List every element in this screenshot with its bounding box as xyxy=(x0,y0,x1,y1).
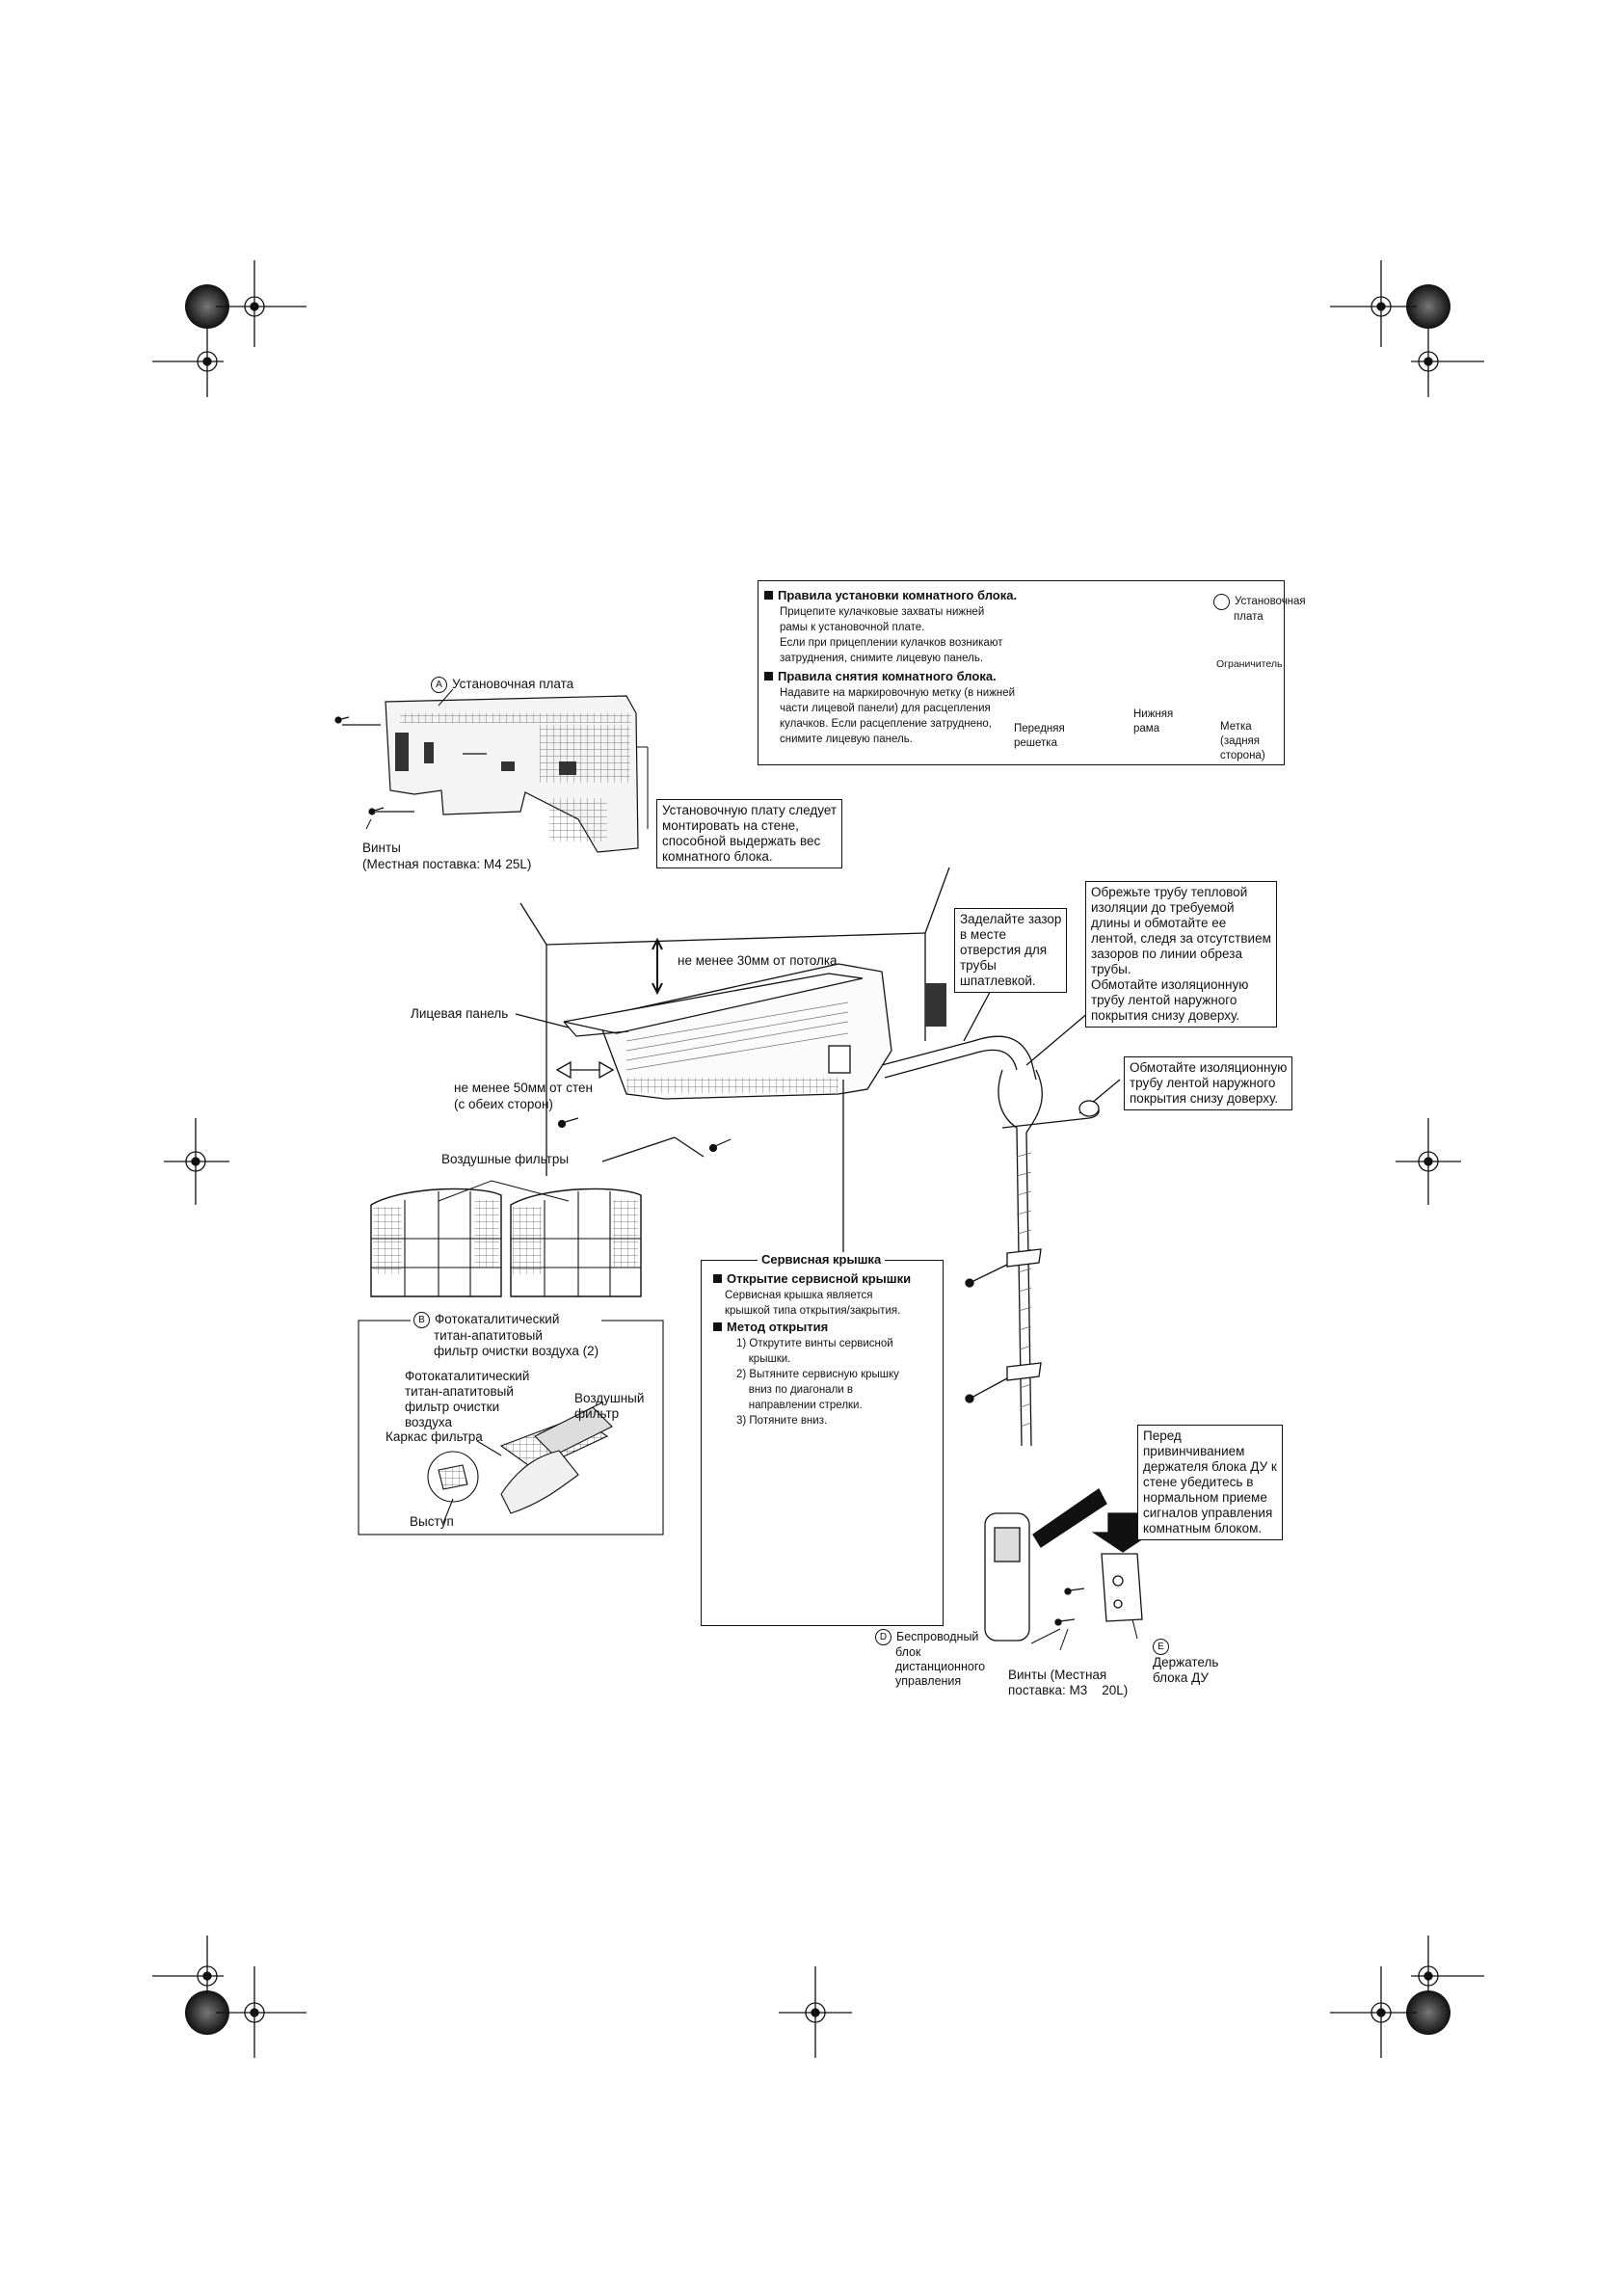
note-line: Заделайте зазор xyxy=(960,912,1062,926)
note-line: держателя блока ДУ к xyxy=(1143,1459,1277,1474)
tab-label: Выступ xyxy=(410,1514,454,1529)
install-body xyxy=(780,604,1017,666)
label-line: фильтр очистки xyxy=(405,1400,500,1414)
wall-clearance-label-1: не менее 50мм от стен xyxy=(454,1081,593,1095)
body-line: Сервисная крышка является xyxy=(725,1290,873,1301)
insulation-note xyxy=(1085,881,1277,1028)
service-h1 xyxy=(713,1270,911,1288)
circle-icon xyxy=(1213,594,1230,610)
service-cover-text xyxy=(713,1270,911,1428)
body-line: Прицепите кулачковые захваты нижней xyxy=(780,606,985,618)
note-line: лентой, следя за отсутствием xyxy=(1091,931,1271,946)
marker-b: B xyxy=(413,1312,430,1328)
note-line: способной выдержать вес xyxy=(662,834,821,848)
bullet-square xyxy=(764,672,773,681)
label-line: плата xyxy=(1234,611,1264,623)
note-line: сигналов управления xyxy=(1143,1506,1273,1520)
removal-body xyxy=(780,685,1017,747)
marker-d: D xyxy=(875,1629,891,1645)
front-panel-label: Лицевая панель xyxy=(411,1006,509,1021)
bullet-square xyxy=(713,1322,722,1331)
label-line: дистанционного xyxy=(895,1660,986,1673)
step-line: вниз по диагонали в xyxy=(736,1384,854,1396)
label-line: рама xyxy=(1133,723,1160,734)
label-line: блока ДУ xyxy=(1153,1670,1209,1685)
gap-note xyxy=(954,908,1067,993)
install-rules-text xyxy=(764,587,1017,747)
note-line: Перед xyxy=(1143,1428,1182,1443)
note-line: Обмотайте изоляционную xyxy=(1130,1060,1288,1075)
install-title xyxy=(764,587,1017,604)
note-line: длины и обмотайте ее xyxy=(1091,916,1227,930)
note-line: комнатного блока. xyxy=(662,849,773,864)
mounting-plate-title xyxy=(431,677,573,693)
note-line: отверстия для xyxy=(960,943,1048,957)
label-line: фильтр xyxy=(574,1406,620,1421)
note-line: шпатлевкой. xyxy=(960,974,1036,988)
air-filters-drawing xyxy=(371,1181,641,1296)
service-h2 xyxy=(713,1319,911,1336)
label-line: сторона) xyxy=(1220,750,1265,761)
label-line: Фотокаталитический xyxy=(405,1369,530,1383)
label-front-grille xyxy=(1014,722,1065,751)
title-line: фильтр очистки воздуха (2) xyxy=(434,1344,599,1358)
body-line: кулачков. Если расцепление затруднено, xyxy=(780,718,992,730)
note-line: стене убедитесь в xyxy=(1143,1475,1254,1489)
ceiling-clearance-label: не менее 30мм от потолка xyxy=(678,953,838,968)
note-line: трубу лентой наружного xyxy=(1130,1076,1276,1090)
note-line: нормальном приеме xyxy=(1143,1490,1267,1505)
label-line: Метка xyxy=(1220,721,1252,733)
body-line: Если при прицеплении кулачков возникают xyxy=(780,637,1003,649)
note-line: в месте xyxy=(960,927,1007,942)
bullet-square xyxy=(764,591,773,600)
label-line: воздуха xyxy=(405,1415,453,1429)
title-line: титан-апатитовый xyxy=(434,1328,543,1343)
note-line: трубу лентой наружного xyxy=(1091,993,1237,1007)
label-limiter: Ограничитель xyxy=(1216,658,1283,670)
label-mark xyxy=(1220,720,1265,763)
photocatalytic-air-filter-label xyxy=(574,1391,644,1422)
label-line: (задняя xyxy=(1220,735,1261,747)
marker-a: A xyxy=(431,677,447,693)
label-line: Установочная xyxy=(1235,596,1306,607)
step-line: крышки. xyxy=(736,1353,791,1365)
body-line: крышкой типа открытия/закрытия. xyxy=(725,1305,901,1317)
note-line: покрытия снизу доверху. xyxy=(1130,1091,1279,1106)
mounting-plate-label: Установочная плата xyxy=(452,677,574,691)
label-line: управления xyxy=(895,1674,962,1688)
mounting-plate-drawing xyxy=(342,689,648,852)
note-line: покрытия снизу доверху. xyxy=(1091,1008,1240,1023)
screws-label-2: (Местная поставка: M4 25L) xyxy=(362,857,532,871)
screws-label-1: Винты xyxy=(362,841,401,855)
service-h2-text: Метод открытия xyxy=(727,1320,829,1334)
body-line: Надавите на маркировочную метку (в нижней xyxy=(780,687,1016,699)
service-h1-text: Открытие сервисной крышки xyxy=(727,1271,912,1286)
photocatalytic-inner-label xyxy=(405,1369,529,1430)
label-line: Нижняя xyxy=(1133,708,1174,720)
note-line: Установочную плату следует xyxy=(662,803,838,817)
install-title-text: Правила установки комнатного блока. xyxy=(778,588,1018,602)
title-line: Фотокаталитический xyxy=(435,1312,560,1326)
label-line: блок xyxy=(895,1645,921,1659)
note-line: зазоров по линии обреза xyxy=(1091,947,1242,961)
note-line: монтировать на стене, xyxy=(662,818,799,833)
label-mounting-plate xyxy=(1213,594,1306,625)
label-lower-frame xyxy=(1133,707,1173,736)
remote-holder-label xyxy=(1153,1639,1218,1686)
label-line: Передняя xyxy=(1014,723,1065,734)
body-line: снимите лицевую панель. xyxy=(780,734,913,745)
step-line: 1) Открутите винты сервисной xyxy=(736,1338,893,1349)
label-line: Винты (Местная xyxy=(1008,1668,1107,1682)
step-line: 2) Вытяните сервисную крышку xyxy=(736,1369,899,1380)
step-line: 3) Потяните вниз. xyxy=(736,1415,828,1427)
removal-title-text: Правила снятия комнатного блока. xyxy=(778,669,997,683)
body-line: части лицевой панели) для расцепления xyxy=(780,703,991,714)
note-line: трубы. xyxy=(1091,962,1131,976)
wrap-note xyxy=(1124,1056,1292,1110)
label-line: Воздушный xyxy=(574,1391,645,1405)
body-line: рамы к установочной плате. xyxy=(780,622,925,633)
service-steps xyxy=(736,1336,911,1428)
label-line: поставка: M3 20L) xyxy=(1008,1683,1129,1697)
removal-title xyxy=(764,668,1017,685)
label-line: Беспроводный xyxy=(896,1630,979,1643)
filter-frame-label: Каркас фильтра xyxy=(386,1429,483,1444)
note-line: Обрежьте трубу тепловой xyxy=(1091,885,1248,899)
note-line: Обмотайте изоляционную xyxy=(1091,977,1249,992)
note-line: изоляции до требуемой xyxy=(1091,900,1235,915)
remote-check-note xyxy=(1137,1425,1283,1540)
note-line: трубы xyxy=(960,958,997,973)
wireless-remote-label xyxy=(875,1629,985,1689)
step-line: направлении стрелки. xyxy=(736,1400,863,1411)
wall-clearance-label-2: (с обеих сторон) xyxy=(454,1097,553,1111)
label-line: титан-апатитовый xyxy=(405,1384,514,1399)
marker-e: E xyxy=(1153,1639,1169,1655)
label-line: Держатель xyxy=(1153,1655,1219,1669)
service-cover-title: Сервисная крышка xyxy=(758,1252,885,1268)
label-line: решетка xyxy=(1014,737,1057,749)
service-p1 xyxy=(725,1288,911,1319)
mounting-plate-note xyxy=(656,799,842,868)
remote-screws-label xyxy=(1008,1668,1128,1698)
body-line: затруднения, снимите лицевую панель. xyxy=(780,653,984,664)
photocatalytic-title xyxy=(411,1312,601,1359)
registration-marks xyxy=(152,260,1484,2058)
air-filters-label: Воздушные фильтры xyxy=(441,1152,570,1166)
bullet-square xyxy=(713,1274,722,1283)
note-line: привинчиванием xyxy=(1143,1444,1245,1458)
note-line: комнатным блоком. xyxy=(1143,1521,1263,1535)
